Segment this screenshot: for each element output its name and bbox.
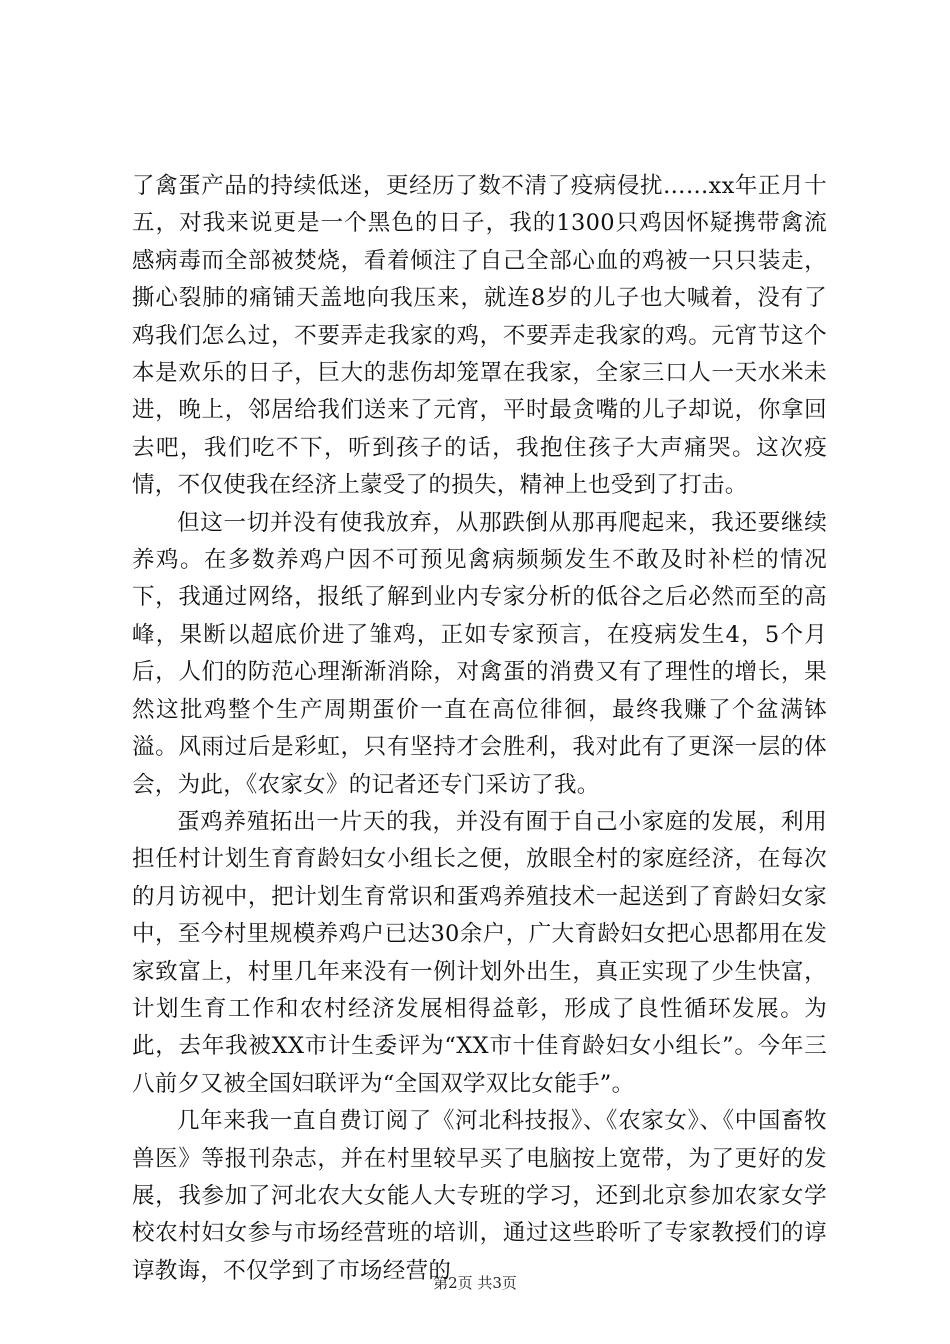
paragraph-4: 几年来我一直自费订阅了《河北科技报》、《农家女》、《中国畜牧兽医》等报刊杂志，并在村里较早买了电脑按上宽带，为了更好的发展，我参加了河北农大女能人大专班的学习，还到北京参加农家女学校农村妇女参与市场经营班的培训，通过这些聆听了专家教授们的谆谆教诲，不仅学到了市场经营的 [132,1108,827,1284]
paragraph-3: 蛋鸡养殖拓出一片天的我，并没有囿于自己小家庭的发展，利用担任村计划生育育龄妇女小组长之便，放眼全村的家庭经济，在每次的月访视中，把计划生育常识和蛋鸡养殖技术一起送到了育龄妇女家中，至今村里规模养鸡户已达30余户，广大育龄妇女把心思都用在发家致富上，村里几年来没有一例计划外出生，真正实现了少生快富，计划生育工作和农村经济发展相得益彰，形成了良性循环发展。为此，去年我被XX市计生委评为“XX市十佳育龄妇女小组长”。今年三八前夕又被全国妇联评为“全国双学双比女能手”。 [132,808,827,1097]
paragraph-2: 但这一切并没有使我放弃，从那跌倒从那再爬起来，我还要继续养鸡。在多数养鸡户因不可预见禽病频频发生不敢及时补栏的情况下，我通过网络，报纸了解到业内专家分析的低谷之后必然而至的高峰，果断以超底价进了雏鸡，正如专家预言，在疫病发生4，5个月后，人们的防范心理渐渐消除，对禽蛋的消费又有了理性的增长，果然这批鸡整个生产周期蛋价一直在高位徘徊，最终我赚了个盆满钵溢。风雨过后是彩虹，只有坚持才会胜利，我对此有了更深一层的体会，为此，《农家女》的记者还专门采访了我。 [132,509,827,798]
paragraph-1: 了禽蛋产品的持续低迷，更经历了数不清了疫病侵扰……xx年正月十五，对我来说更是一个黑色的日子，我的1300只鸡因怀疑携带禽流感病毒而全部被焚烧，看着倾注了自己全部心血的鸡被一只只装走，撕心裂肺的痛铺天盖地向我压来，就连8岁的儿子也大喊着，没有了鸡我们怎么过，不要弄走我家的鸡，不要弄走我家的鸡。元宵节这个本是欢乐的日子，巨大的悲伤却笼罩在我家，全家三口人一天水米未进，晚上，邻居给我们送来了元宵，平时最贪嘴的儿子却说，你拿回去吧，我们吃不下，听到孩子的话，我抱住孩子大声痛哭。这次疫情，不仅使我在经济上蒙受了的损失，精神上也受到了打击。 [132,173,827,499]
document-body [132,168,827,1290]
page-number-footer: 第2页 共3页 [433,1274,517,1292]
